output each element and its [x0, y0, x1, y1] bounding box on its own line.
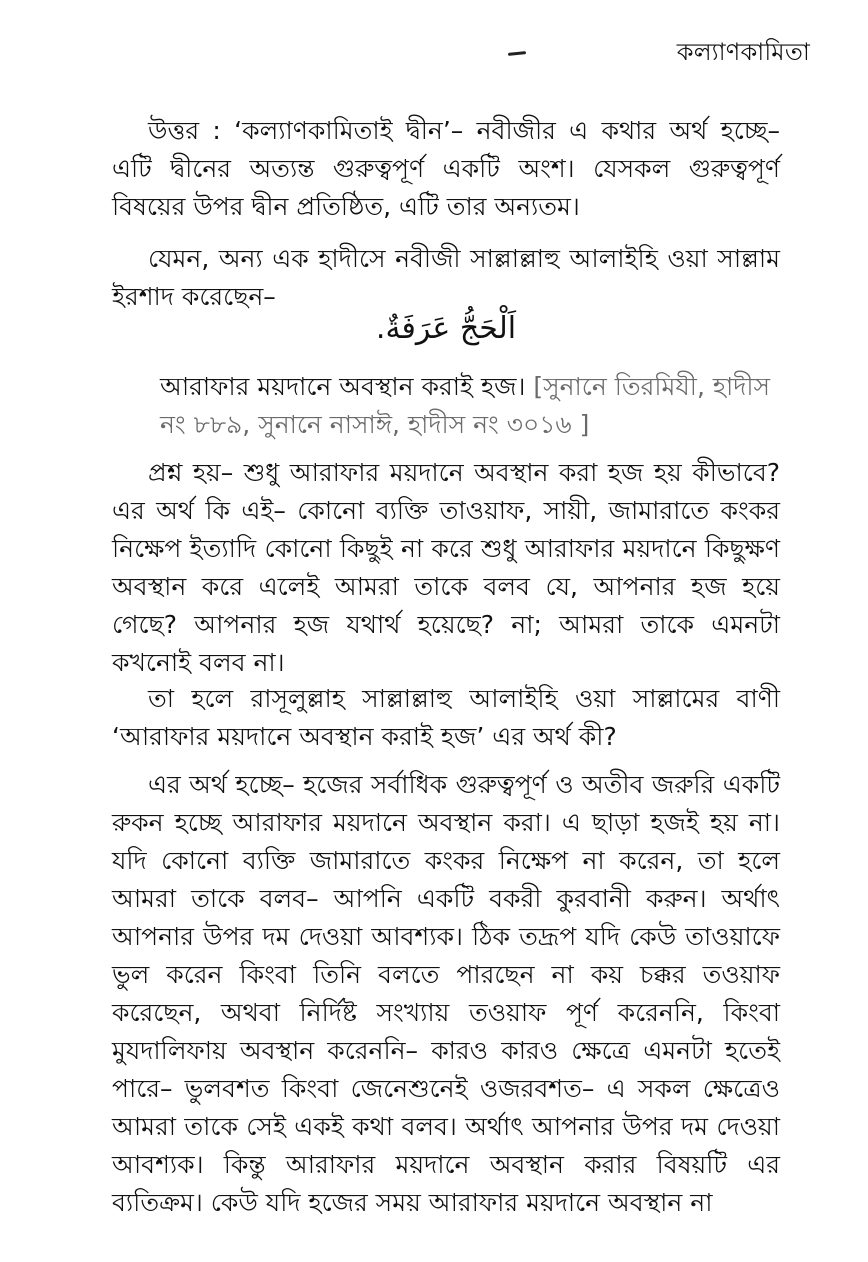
paragraph-answer-text: উত্তর : ‘কল্যাণকামিতাই দ্বীন’– নবীজীর এ কথার অর্থ হচ্ছে– এটি দ্বীনের অত্যন্ত গুরুত্বপূর্ণ একটি অংশ। যেসকল গুরুত্বপূর্ণ বিষয়ের উপর দ্বীন প্রতিষ্ঠিত, এটি তার অন্যতম।: [112, 116, 780, 221]
paragraph-followup-question-text: তা হলে রাসূলুল্লাহ সাল্লাল্লাহু আলাইহি ওয়া সাল্লামের বাণী ‘আরাফার ময়দানে অবস্থান করাই হজ’ এর অর্থ কী?: [112, 684, 780, 751]
paragraph-example-intro: [112, 240, 780, 316]
hadith-reference: [সুনানে তিরমিযী, হাদীস নং ৮৮৯, সুনানে নাসাঈ, হাদীস নং ৩০১৬ ]: [160, 372, 771, 439]
hadith-translation: [160, 368, 780, 444]
arabic-hadith-quote: اَلْحَجُّ عَرَفَةٌ.: [375, 311, 517, 346]
running-title: কল্যাণকামিতা: [676, 38, 810, 66]
paragraph-example-intro-text: যেমন, অন্য এক হাদীসে নবীজী সাল্লাল্লাহু আলাইহি ওয়া সাল্লাম ইরশাদ করেছেন–: [112, 244, 780, 311]
paragraph-question: [112, 454, 780, 682]
paragraph-question-text: প্রশ্ন হয়– শুধু আরাফার ময়দানে অবস্থান করা হজ হয় কীভাবে? এর অর্থ কি এই– কোনো ব্যক্তি তাওয়াফ, সায়ী, জামারাতে কংকর নিক্ষেপ ইত্যাদি কোনো কিছুই না করে শুধু আরাফার ময়দানে কিছুক্ষণ অবস্থান করে এলেই আমরা তাকে বলব যে, আপনার হজ হয়ে গেছে? আপনার হজ যথার্থ হয়েছে? না; আমরা তাকে এমনটা কখনোই বলব না।: [112, 458, 780, 677]
print-speck: [508, 51, 526, 56]
translation-text: আরাফার ময়দানে অবস্থান করাই হজ।: [160, 372, 526, 401]
paragraph-answer: [112, 112, 780, 226]
paragraph-followup-question: [112, 680, 780, 756]
paragraph-explanation-text: এর অর্থ হচ্ছে– হজের সর্বাধিক গুরুত্বপূর্ণ ও অতীব জরুরি একটি রুকন হচ্ছে আরাফার ময়দানে অবস্থান করা। এ ছাড়া হজই হয় না। যদি কোনো ব্যক্তি জামারাতে কংকর নিক্ষেপ না করেন, তা হলে আমরা তাকে বলব– আপনি একটি বকরী কুরবানী করুন। অর্থাৎ আপনার উপর দম দেওয়া আবশ্যক। ঠিক তদ্রূপ যদি কেউ তাওয়াফে ভুল করেন কিংবা তিনি বলতে পারছেন না কয় চক্কর তওয়াফ করেছেন, অথবা নির্দিষ্ট সংখ্যায় তওয়াফ পূর্ণ করেননি, কিংবা মুযদালিফায় অবস্থান করেননি– কারও কারও ক্ষেত্রে এমনটা হতেই পারে– ভুলবশত কিংবা জেনেশুনেই ওজরবশত– এ সকল ক্ষেত্রেও আমরা তাকে সেই একই কথা বলব। অর্থাৎ আপনার উপর দম দেওয়া আবশ্যক। কিন্তু আরাফার ময়দানে অবস্থান করার বিষয়টি এর ব্যতিক্রম। কেউ যদি হজের সময় আরাফার ময়দানে অবস্থান না: [112, 770, 780, 1217]
paragraph-explanation: [112, 766, 780, 1222]
